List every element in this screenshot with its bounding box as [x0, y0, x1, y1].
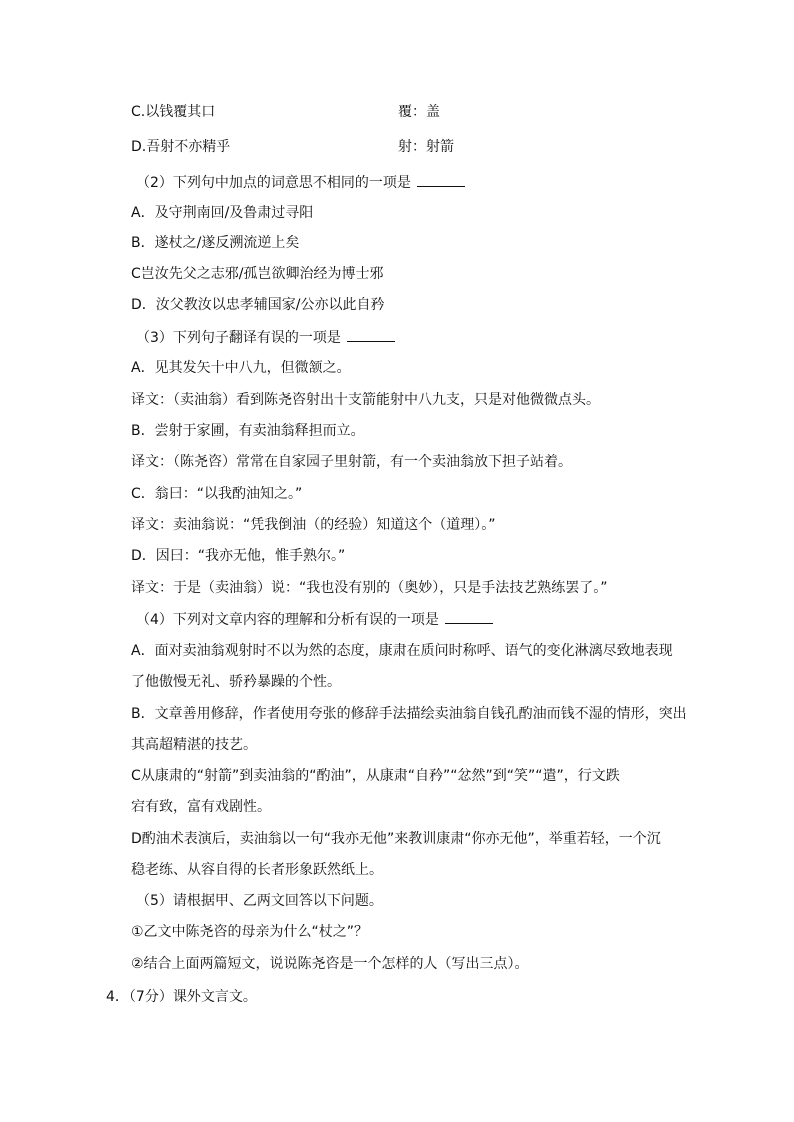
- answer-blank: [417, 172, 465, 187]
- question-4-text: （4）下列对文章内容的理解和分析有误的一项是: [136, 612, 439, 628]
- q3-line: A．见其发矢十中八九，但微颔之。: [131, 360, 351, 376]
- option-c-sentence: C.以钱覆其口: [131, 104, 216, 120]
- q5-item: ②结合上面两篇短文，说说陈尧咨是一个怎样的人（写出三点）。: [131, 956, 529, 972]
- q2-option-d: D．汝父教汝以忠孝辅国家/公亦以此自矜: [131, 297, 385, 313]
- q4-line: C从康肃的“射箭”到卖油翁的“酌油”，从康肃“自矜”“忿然”到“笑”“遣”，行文跌: [131, 768, 620, 784]
- q4-line: 宕有致，富有戏剧性。: [131, 799, 271, 815]
- q3-line: D．因曰：“我亦无他，惟手熟尔。”: [131, 548, 346, 564]
- q3-line: 译文：（陈尧咨）常常在自家园子里射箭，有一个卖油翁放下担子站着。: [131, 454, 572, 470]
- q4-line: D酌油术表演后，卖油翁以一句“我亦无他”来教训康肃“你亦无他”，举重若轻，一个沉: [131, 831, 661, 847]
- question-2-text: （2）下列句中加点的词意思不相同的一项是: [136, 175, 411, 191]
- question-3-prompt: [136, 327, 395, 347]
- question-4-heading: 4．（7分）课外文言文。: [106, 989, 257, 1005]
- q2-option-c: C岂汝先父之志邪/孤岂欲卿治经为博士邪: [131, 266, 384, 282]
- q2-option-b: B．遂杖之/遂反溯流逆上矣: [131, 235, 300, 251]
- q3-line: 译文：卖油翁说：“凭我倒油（的经验）知道这个（道理）。”: [131, 517, 496, 533]
- question-3-text: （3）下列句子翻译有误的一项是: [136, 330, 341, 346]
- answer-blank: [347, 327, 395, 342]
- q4-line: 稳老练、从容自得的长者形象跃然纸上。: [131, 862, 383, 878]
- question-4-prompt: [136, 609, 493, 629]
- q3-line: B．尝射于家圃，有卖油翁释担而立。: [131, 423, 365, 439]
- option-d-gloss: 射：射箭: [398, 139, 454, 155]
- answer-blank: [445, 609, 493, 624]
- q5-item: ①乙文中陈尧咨的母亲为什么“杖之”？: [131, 924, 369, 940]
- question-5-prompt: （5）请根据甲、乙两文回答以下问题。: [136, 893, 383, 909]
- q4-line: A．面对卖油翁观射时不以为然的态度，康肃在质问时称呼、语气的变化淋漓尽致地表现: [131, 643, 673, 659]
- question-2-prompt: [136, 172, 465, 192]
- q4-line: 了他傲慢无礼、骄矜暴躁的个性。: [131, 674, 341, 690]
- q2-option-a: A．及守荆南回/及鲁肃过寻阳: [131, 205, 314, 221]
- q4-line: B．文章善用修辞，作者使用夸张的修辞手法描绘卖油翁自钱孔酌油而钱不湿的情形，突出: [131, 706, 687, 722]
- q3-line: C．翁曰：“以我酌油知之。”: [131, 486, 303, 502]
- option-c-gloss: 覆：盖: [398, 104, 440, 120]
- q3-line: 译文：（卖油翁）看到陈尧咨射出十支箭能射中八九支，只是对他微微点头。: [131, 392, 600, 408]
- option-d-sentence: D.吾射不亦精乎: [131, 139, 231, 155]
- q3-line: 译文：于是（卖油翁）说：“我也没有别的（奥妙），只是手法技艺熟练罢了。”: [131, 580, 608, 596]
- q4-line: 其高超精湛的技艺。: [131, 737, 257, 753]
